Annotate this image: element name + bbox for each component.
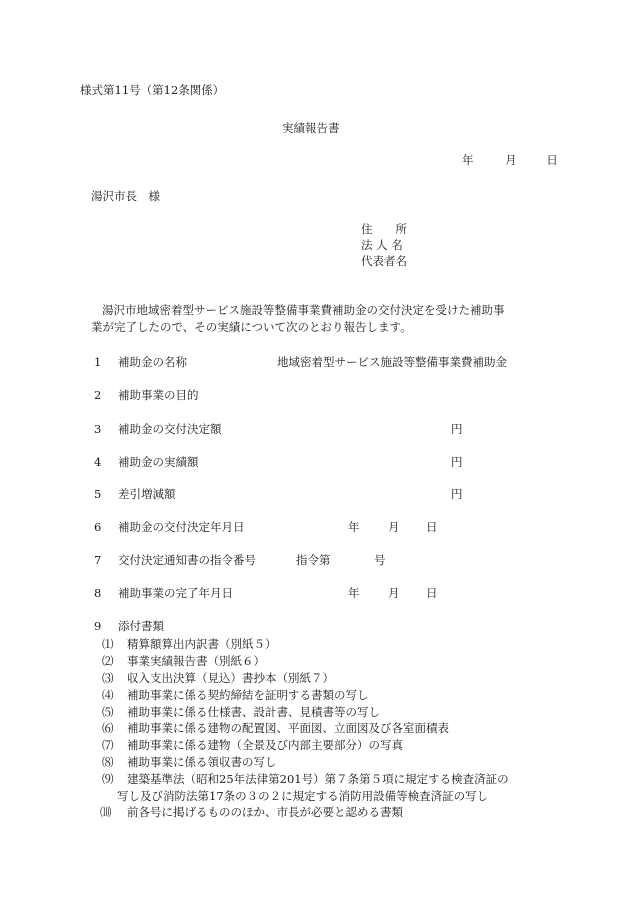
item-number: 7 — [94, 553, 102, 567]
intro-line-2: 業が完了したので、その実績について次のとおり報告します。 — [91, 320, 412, 334]
item-label: 差引増減額 — [118, 487, 176, 501]
item-number: 2 — [94, 388, 102, 402]
attachment-index: ⑽ — [100, 805, 112, 819]
applicant-corp-name-label: 法 人 名 — [361, 238, 403, 252]
document-title: 実績報告書 — [282, 121, 340, 135]
item-label: 補助事業の完了年月日 — [118, 586, 233, 600]
item-number: 1 — [94, 355, 102, 369]
attachment-text: 補助事業に係る契約締結を証明する書類の写し — [127, 688, 369, 702]
applicant-address-label: 住 所 — [361, 222, 407, 236]
attachment-text: 前各号に掲げるもののほか、市長が必要と認める書類 — [127, 805, 403, 819]
item-number: 9 — [94, 619, 102, 633]
item-number: 5 — [94, 487, 102, 501]
attachment-text: 建築基準法（昭和25年法律第201号）第７条第５項に規定する検査済証の — [127, 772, 509, 786]
item-number: 6 — [94, 520, 102, 534]
form-number: 様式第11号（第12条関係） — [80, 83, 225, 97]
item-label: 交付決定通知書の指令番号 — [118, 553, 256, 567]
item-unit: 円 — [451, 422, 463, 436]
attachment-index: ⑹ — [102, 721, 114, 735]
item-month: 月 — [388, 520, 400, 534]
item-unit: 円 — [451, 455, 463, 469]
item-day: 日 — [426, 586, 438, 600]
attachment-index: ⑶ — [102, 671, 114, 685]
attachment-text-continued: 写し及び消防法第17条の３の２に規定する消防用設備等検査済証の写し — [117, 789, 489, 803]
attachment-text: 精算額算出内訳書（別紙５） — [127, 637, 277, 651]
item-label: 補助金の交付決定年月日 — [118, 520, 245, 534]
item-year: 年 — [348, 586, 360, 600]
item-label: 補助金の交付決定額 — [118, 422, 222, 436]
item-label: 補助金の実績額 — [118, 455, 199, 469]
attachment-index: ⑸ — [102, 705, 114, 719]
addressee: 湯沢市長 様 — [91, 189, 160, 203]
attachment-index: ⑼ — [102, 772, 114, 786]
intro-line-1: 湯沢市地域密着型サービス施設等整備事業費補助金の交付決定を受けた補助事 — [102, 303, 505, 317]
attachment-index: ⑷ — [102, 688, 114, 702]
attachment-text: 事業実績報告書（別紙６） — [127, 654, 265, 668]
item-number: 4 — [94, 455, 102, 469]
attachment-index: ⑵ — [102, 654, 114, 668]
item-value: 地域密着型サービス施設等整備事業費補助金 — [277, 355, 507, 369]
item-suffix: 号 — [374, 553, 386, 567]
item-label: 補助事業の目的 — [118, 388, 199, 402]
attachment-text: 収入支出決算（見込）書抄本（別紙７） — [127, 671, 334, 685]
item-unit: 円 — [451, 487, 463, 501]
attachment-index: ⑺ — [102, 738, 114, 752]
attachment-text: 補助事業に係る建物（全景及び内部主要部分）の写真 — [127, 738, 403, 752]
item-month: 月 — [388, 586, 400, 600]
date-month: 月 — [505, 153, 517, 167]
date-year: 年 — [462, 153, 474, 167]
attachment-text: 補助事業に係る仕様書、設計書、見積書等の写し — [127, 705, 380, 719]
attachment-text: 補助事業に係る建物の配置図、平面図、立面図及び各室面積表 — [127, 721, 449, 735]
item-label: 補助金の名称 — [118, 355, 187, 369]
item-prefix: 指令第 — [296, 553, 331, 567]
item-number: 3 — [94, 422, 102, 436]
attachment-index: ⑴ — [102, 637, 114, 651]
item-number: 8 — [94, 586, 102, 600]
date-day: 日 — [546, 153, 558, 167]
attachment-text: 補助事業に係る領収書の写し — [127, 755, 277, 769]
item-year: 年 — [348, 520, 360, 534]
report-date — [462, 155, 558, 167]
applicant-representative-label: 代表者名 — [361, 254, 407, 268]
item-day: 日 — [426, 520, 438, 534]
attachment-index: ⑻ — [102, 755, 114, 769]
item-label: 添付書類 — [118, 619, 164, 633]
